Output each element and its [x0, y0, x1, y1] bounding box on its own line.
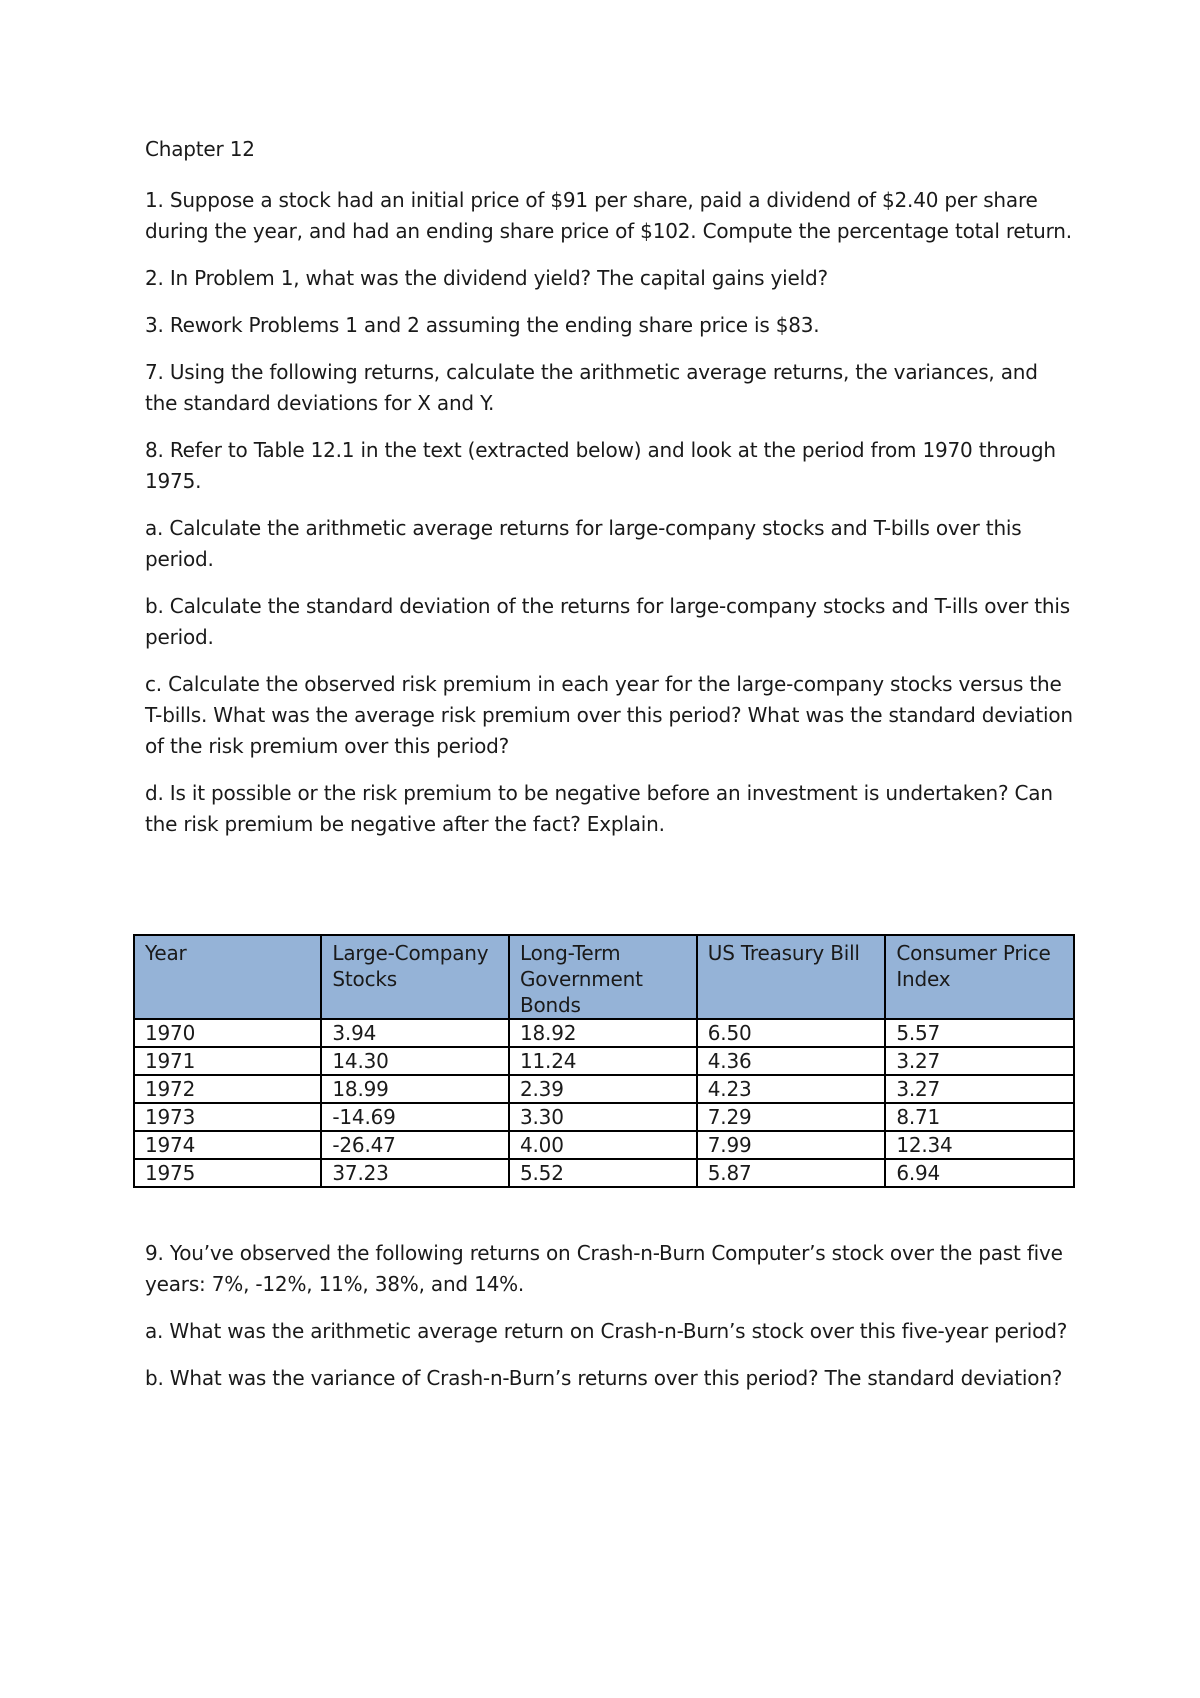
table-cell: 12.34 — [885, 1131, 1074, 1159]
returns-table — [133, 934, 1075, 1188]
problem-8d: d. Is it possible or the risk premium to be negative before an investment is undertaken? Can the risk premium be negative after the fact? Explain. — [145, 781, 1053, 836]
document-body-continued — [145, 1238, 1075, 1410]
header-us-treasury-bill: US Treasury Bill — [697, 935, 886, 1019]
table-row — [134, 1047, 1074, 1075]
table-cell: 3.27 — [885, 1047, 1074, 1075]
table-cell: 1974 — [134, 1131, 321, 1159]
table-row — [134, 1159, 1074, 1187]
table-cell: 3.30 — [509, 1103, 697, 1131]
header-long-term-government-bonds: Long-Term Government Bonds — [509, 935, 697, 1019]
table-row — [134, 1103, 1074, 1131]
table-cell: 4.36 — [697, 1047, 886, 1075]
table-cell: 1975 — [134, 1159, 321, 1187]
table-cell: 4.23 — [697, 1075, 886, 1103]
table-cell: 1972 — [134, 1075, 321, 1103]
problem-9a: a. What was the arithmetic average return on Crash-n-Burn’s stock over this five-year period? — [145, 1319, 1068, 1343]
table-cell: 6.50 — [697, 1019, 886, 1047]
header-consumer-price-index: Consumer Price Index — [885, 935, 1074, 1019]
problem-2: 2. In Problem 1, what was the dividend yield? The capital gains yield? — [145, 266, 828, 290]
header-large-company-stocks: Large-Company Stocks — [321, 935, 509, 1019]
table-cell: -14.69 — [321, 1103, 509, 1131]
table-cell: 3.94 — [321, 1019, 509, 1047]
table-cell: 5.57 — [885, 1019, 1074, 1047]
problem-8a: a. Calculate the arithmetic average returns for large-company stocks and T-bills over this period. — [145, 516, 1022, 571]
table-cell: 5.52 — [509, 1159, 697, 1187]
table-cell: 8.71 — [885, 1103, 1074, 1131]
problem-8: 8. Refer to Table 12.1 in the text (extracted below) and look at the period from 1970 through 1975. — [145, 438, 1056, 493]
table-cell: 14.30 — [321, 1047, 509, 1075]
table-cell: 18.99 — [321, 1075, 509, 1103]
table-cell: 1971 — [134, 1047, 321, 1075]
header-year: Year — [134, 935, 321, 1019]
problem-1: 1. Suppose a stock had an initial price of $91 per share, paid a dividend of $2.40 per share during the year, and had an ending share price of $102. Compute the percentage total return. — [145, 188, 1072, 243]
table-cell: 4.00 — [509, 1131, 697, 1159]
table-cell: 3.27 — [885, 1075, 1074, 1103]
table-cell: 18.92 — [509, 1019, 697, 1047]
table-cell: -26.47 — [321, 1131, 509, 1159]
table-cell: 1973 — [134, 1103, 321, 1131]
document-body — [145, 134, 1075, 856]
table-header-row — [134, 935, 1074, 1019]
table-cell: 2.39 — [509, 1075, 697, 1103]
table-row — [134, 1019, 1074, 1047]
table-cell: 37.23 — [321, 1159, 509, 1187]
problem-3: 3. Rework Problems 1 and 2 assuming the ending share price is $83. — [145, 313, 820, 337]
table-row — [134, 1131, 1074, 1159]
table-cell: 5.87 — [697, 1159, 886, 1187]
table-cell: 7.29 — [697, 1103, 886, 1131]
table-cell: 6.94 — [885, 1159, 1074, 1187]
problem-8b: b. Calculate the standard deviation of the returns for large-company stocks and T-ills over this period. — [145, 594, 1070, 649]
table-cell: 7.99 — [697, 1131, 886, 1159]
problem-9b: b. What was the variance of Crash-n-Burn’s returns over this period? The standard deviation? — [145, 1366, 1063, 1390]
problem-7: 7. Using the following returns, calculate the arithmetic average returns, the variances, and the standard deviations for X and Y. — [145, 360, 1038, 415]
problem-8c: c. Calculate the observed risk premium in each year for the large-company stocks versus the T-bills. What was the average risk premium over this period? What was the standard deviation of the risk premium over this period? — [145, 672, 1073, 758]
table-cell: 1970 — [134, 1019, 321, 1047]
chapter-title: Chapter 12 — [145, 137, 255, 161]
problem-9: 9. You’ve observed the following returns on Crash-n-Burn Computer’s stock over the past five years: 7%, -12%, 11%, 38%, and 14%. — [145, 1241, 1063, 1296]
table-cell: 11.24 — [509, 1047, 697, 1075]
table-row — [134, 1075, 1074, 1103]
